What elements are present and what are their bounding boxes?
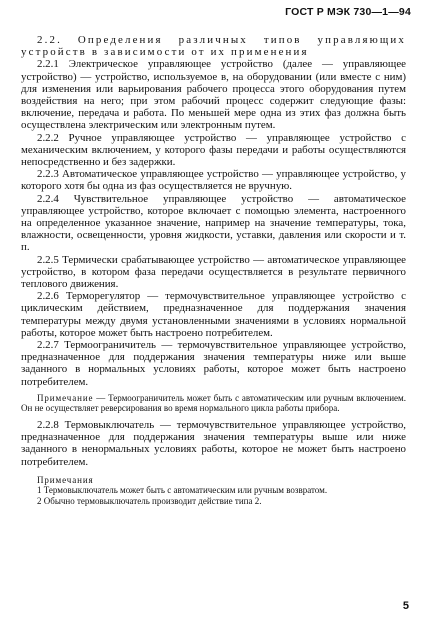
page-number: 5 <box>402 600 409 612</box>
note-text: — Термоограничитель может быть с автоматическим или ручным включением. Он не осуществляет реверсирования во время нормального цикла работы прибора. <box>21 392 406 414</box>
definition-2-2-3: 2.2.3 Автоматическое управляющее устройство — управляющее устройство, у которого хотя бы одна из фаз осуществляется не вручную. <box>21 168 406 193</box>
definition-2-2-8: 2.2.8 Термовыключатель — термочувствительное управляющее устройство, предназначенное для поддержания значения температуры выше или ниже заданного в ненормальных условиях работы, которое не может быть настроено потребителем. <box>21 419 406 468</box>
document-code-header: ГОСТ Р МЭК 730—1—94 <box>285 6 411 18</box>
definition-2-2-6: 2.2.6 Терморегулятор — термочувствительное управляющее устройство с циклическим действием, предназначенное для поддержания значения температуры между двумя установленными значениями в условиях нормальной работы, которое может быть настроено потребителем. <box>21 290 406 339</box>
note-item-1: 1 Термовыключатель может быть с автоматическим или ручным возвратом. <box>37 485 328 496</box>
note-2-2-7 <box>21 393 406 414</box>
document-body <box>21 34 406 507</box>
definition-2-2-1: 2.2.1 Электрическое управляющее устройство (далее — управляющее устройство) — устройство, используемое в, на оборудовании (или вместе с ним) для изменения или варьирования рабочего процесса этого оборудования путем воздействия на него; при этом рабочий процесс содержит следующие фазы: включение, передача и работа. По меньшей мере одна из этих фаз должна быть осуществлена электрическим или электронным путем. <box>21 58 406 132</box>
definition-2-2-7: 2.2.7 Термоограничитель — термочувствительное управляющее устройство, предназначенное для поддержания значения температуры ниже или выше заданного в нормальных условиях работы, которое может быть настроено потребителем. <box>21 339 406 388</box>
definition-2-2-4: 2.2.4 Чувствительное управляющее устройство — автоматическое управляющее устройство, которое включает с помощью элемента, настроенного на определенное указанное значение, например на значение температуры, тока, влажности, освещенности, уровня жидкости, уставки, давления или скорости и т. п. <box>21 192 406 254</box>
notes-title: Примечания <box>37 474 94 485</box>
note-item-2: 2 Обычно термовыключатель производит действие типа 2. <box>37 496 262 507</box>
definition-2-2-2: 2.2.2 Ручное управляющее устройство — управляющее устройство с механическим включением, у которого фазы передачи и работы осуществляются непосредственно и без задержки. <box>21 131 406 169</box>
note-label: Примечание <box>37 392 94 403</box>
definition-2-2-5: 2.2.5 Термически срабатывающее устройство — автоматическое управляющее устройство, в котором фаза передачи осуществляется в результате первичного теплового движения. <box>21 253 406 291</box>
section-heading: 2.2. Определения различных типов управляющих устройств в зависимости от их применения <box>21 34 406 59</box>
